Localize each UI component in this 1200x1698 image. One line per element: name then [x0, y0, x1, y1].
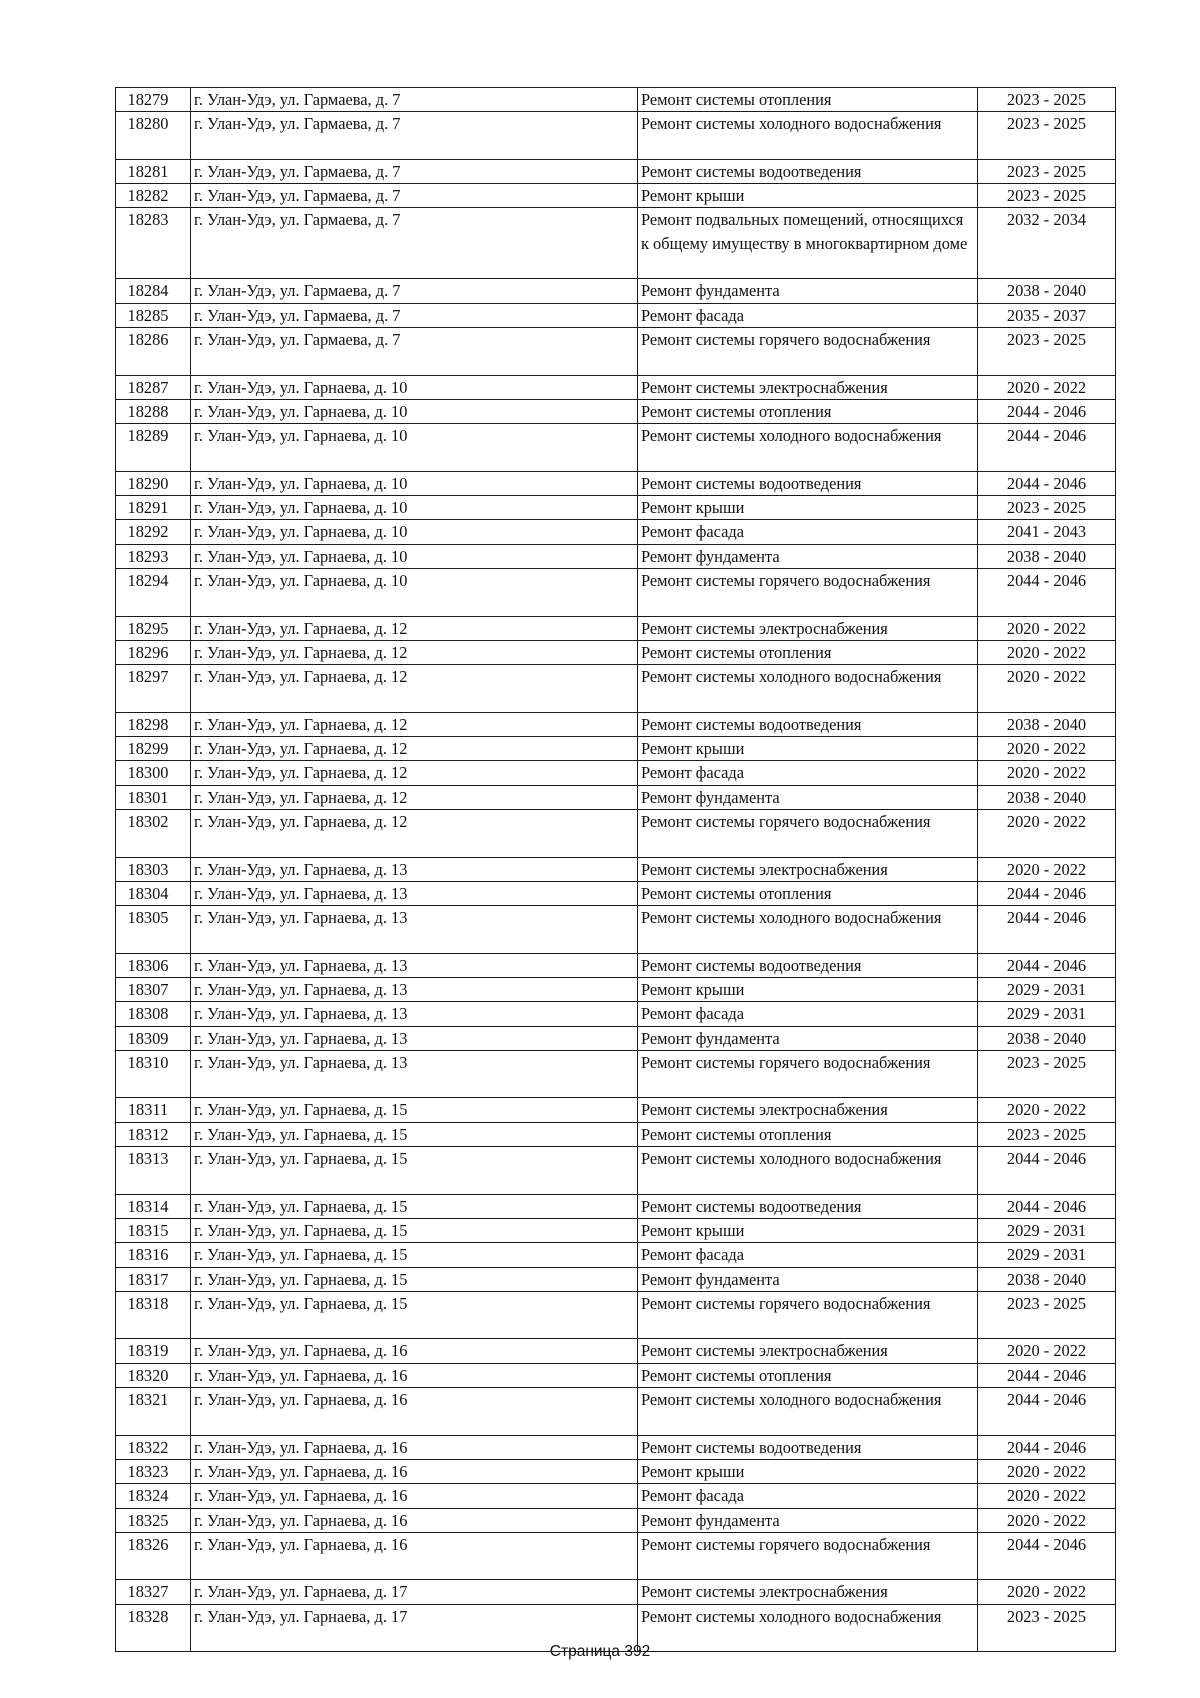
row-number-cell: 18312 — [116, 1122, 191, 1146]
period-cell: 2044 - 2046 — [978, 399, 1116, 423]
row-number-cell: 18291 — [116, 496, 191, 520]
period-cell: 2038 - 2040 — [978, 712, 1116, 736]
row-number-cell: 18320 — [116, 1363, 191, 1387]
row-number-cell: 18307 — [116, 977, 191, 1001]
work-type-cell: Ремонт фундамента — [638, 1508, 978, 1532]
row-number-cell: 18319 — [116, 1339, 191, 1363]
table-row — [116, 112, 1116, 160]
address-cell: г. Улан-Удэ, ул. Гарнаева, д. 10 — [191, 568, 638, 616]
row-number-cell: 18285 — [116, 303, 191, 327]
work-type-cell: Ремонт фасада — [638, 520, 978, 544]
period-cell: 2044 - 2046 — [978, 1532, 1116, 1580]
period-cell: 2044 - 2046 — [978, 906, 1116, 954]
table-row — [116, 1002, 1116, 1026]
period-cell: 2044 - 2046 — [978, 1363, 1116, 1387]
address-cell: г. Улан-Удэ, ул. Гармаева, д. 7 — [191, 208, 638, 279]
work-type-cell: Ремонт системы электроснабжения — [638, 1339, 978, 1363]
table-row — [116, 953, 1116, 977]
address-cell: г. Улан-Удэ, ул. Гарнаева, д. 10 — [191, 399, 638, 423]
period-cell: 2020 - 2022 — [978, 1580, 1116, 1604]
period-cell: 2041 - 2043 — [978, 520, 1116, 544]
address-cell: г. Улан-Удэ, ул. Гарнаева, д. 17 — [191, 1604, 638, 1652]
address-cell: г. Улан-Удэ, ул. Гарнаева, д. 10 — [191, 424, 638, 472]
row-number-cell: 18311 — [116, 1098, 191, 1122]
table-row — [116, 857, 1116, 881]
address-cell: г. Улан-Удэ, ул. Гарнаева, д. 13 — [191, 857, 638, 881]
period-cell: 2029 - 2031 — [978, 1218, 1116, 1242]
address-cell: г. Улан-Удэ, ул. Гарнаева, д. 16 — [191, 1532, 638, 1580]
address-cell: г. Улан-Удэ, ул. Гарнаева, д. 12 — [191, 761, 638, 785]
period-cell: 2038 - 2040 — [978, 1267, 1116, 1291]
address-cell: г. Улан-Удэ, ул. Гарнаева, д. 16 — [191, 1388, 638, 1436]
table-row — [116, 568, 1116, 616]
work-type-cell: Ремонт системы отопления — [638, 1122, 978, 1146]
address-cell: г. Улан-Удэ, ул. Гарнаева, д. 15 — [191, 1267, 638, 1291]
period-cell: 2023 - 2025 — [978, 1291, 1116, 1339]
table-row — [116, 520, 1116, 544]
row-number-cell: 18310 — [116, 1050, 191, 1098]
table-row — [116, 1243, 1116, 1267]
address-cell: г. Улан-Удэ, ул. Гарнаева, д. 16 — [191, 1339, 638, 1363]
row-number-cell: 18293 — [116, 544, 191, 568]
work-type-cell: Ремонт фундамента — [638, 1026, 978, 1050]
work-type-cell: Ремонт системы холодного водоснабжения — [638, 1147, 978, 1195]
period-cell: 2044 - 2046 — [978, 1147, 1116, 1195]
work-type-cell: Ремонт системы горячего водоснабжения — [638, 1050, 978, 1098]
address-cell: г. Улан-Удэ, ул. Гарнаева, д. 15 — [191, 1147, 638, 1195]
table-row — [116, 1291, 1116, 1339]
table-row — [116, 1484, 1116, 1508]
period-cell: 2032 - 2034 — [978, 208, 1116, 279]
row-number-cell: 18316 — [116, 1243, 191, 1267]
period-cell: 2023 - 2025 — [978, 327, 1116, 375]
period-cell: 2029 - 2031 — [978, 1243, 1116, 1267]
address-cell: г. Улан-Удэ, ул. Гарнаева, д. 16 — [191, 1484, 638, 1508]
period-cell: 2023 - 2025 — [978, 1604, 1116, 1652]
table-row — [116, 471, 1116, 495]
work-type-cell: Ремонт системы электроснабжения — [638, 375, 978, 399]
table-row — [116, 1098, 1116, 1122]
work-type-cell: Ремонт фасада — [638, 761, 978, 785]
period-cell: 2038 - 2040 — [978, 1026, 1116, 1050]
period-cell: 2020 - 2022 — [978, 857, 1116, 881]
period-cell: 2020 - 2022 — [978, 737, 1116, 761]
period-cell: 2038 - 2040 — [978, 279, 1116, 303]
work-type-cell: Ремонт системы холодного водоснабжения — [638, 1388, 978, 1436]
work-type-cell: Ремонт фасада — [638, 1243, 978, 1267]
table-row — [116, 1050, 1116, 1098]
row-number-cell: 18283 — [116, 208, 191, 279]
work-type-cell: Ремонт системы водоотведения — [638, 471, 978, 495]
address-cell: г. Улан-Удэ, ул. Гарнаева, д. 12 — [191, 712, 638, 736]
period-cell: 2020 - 2022 — [978, 665, 1116, 713]
address-cell: г. Улан-Удэ, ул. Гарнаева, д. 17 — [191, 1580, 638, 1604]
row-number-cell: 18315 — [116, 1218, 191, 1242]
row-number-cell: 18309 — [116, 1026, 191, 1050]
row-number-cell: 18295 — [116, 616, 191, 640]
work-type-cell: Ремонт крыши — [638, 1218, 978, 1242]
table-row — [116, 737, 1116, 761]
row-number-cell: 18284 — [116, 279, 191, 303]
row-number-cell: 18313 — [116, 1147, 191, 1195]
address-cell: г. Улан-Удэ, ул. Гарнаева, д. 12 — [191, 616, 638, 640]
work-type-cell: Ремонт системы электроснабжения — [638, 616, 978, 640]
row-number-cell: 18294 — [116, 568, 191, 616]
row-number-cell: 18326 — [116, 1532, 191, 1580]
table-row — [116, 640, 1116, 664]
address-cell: г. Улан-Удэ, ул. Гарнаева, д. 15 — [191, 1122, 638, 1146]
work-type-cell: Ремонт системы холодного водоснабжения — [638, 665, 978, 713]
row-number-cell: 18288 — [116, 399, 191, 423]
work-type-cell: Ремонт системы водоотведения — [638, 159, 978, 183]
address-cell: г. Улан-Удэ, ул. Гарнаева, д. 12 — [191, 640, 638, 664]
work-type-cell: Ремонт системы отопления — [638, 640, 978, 664]
work-type-cell: Ремонт фасада — [638, 303, 978, 327]
period-cell: 2044 - 2046 — [978, 881, 1116, 905]
period-cell: 2020 - 2022 — [978, 809, 1116, 857]
page-number: Страница 392 — [549, 1643, 651, 1660]
address-cell: г. Улан-Удэ, ул. Гарнаева, д. 13 — [191, 1050, 638, 1098]
address-cell: г. Улан-Удэ, ул. Гарнаева, д. 16 — [191, 1508, 638, 1532]
address-cell: г. Улан-Удэ, ул. Гарнаева, д. 13 — [191, 953, 638, 977]
row-number-cell: 18325 — [116, 1508, 191, 1532]
address-cell: г. Улан-Удэ, ул. Гарнаева, д. 10 — [191, 544, 638, 568]
address-cell: г. Улан-Удэ, ул. Гарнаева, д. 12 — [191, 809, 638, 857]
work-type-cell: Ремонт системы отопления — [638, 881, 978, 905]
table-row — [116, 1194, 1116, 1218]
table-row — [116, 712, 1116, 736]
row-number-cell: 18292 — [116, 520, 191, 544]
period-cell: 2023 - 2025 — [978, 496, 1116, 520]
address-cell: г. Улан-Удэ, ул. Гарнаева, д. 13 — [191, 881, 638, 905]
row-number-cell: 18290 — [116, 471, 191, 495]
row-number-cell: 18324 — [116, 1484, 191, 1508]
work-type-cell: Ремонт системы горячего водоснабжения — [638, 1291, 978, 1339]
row-number-cell: 18299 — [116, 737, 191, 761]
period-cell: 2020 - 2022 — [978, 761, 1116, 785]
table-row — [116, 1218, 1116, 1242]
table-row — [116, 785, 1116, 809]
work-type-cell: Ремонт крыши — [638, 737, 978, 761]
address-cell: г. Улан-Удэ, ул. Гармаева, д. 7 — [191, 279, 638, 303]
period-cell: 2023 - 2025 — [978, 159, 1116, 183]
row-number-cell: 18321 — [116, 1388, 191, 1436]
table-row — [116, 327, 1116, 375]
row-number-cell: 18296 — [116, 640, 191, 664]
work-type-cell: Ремонт системы горячего водоснабжения — [638, 809, 978, 857]
work-type-cell: Ремонт системы отопления — [638, 1363, 978, 1387]
table-row — [116, 977, 1116, 1001]
table-row — [116, 1580, 1116, 1604]
table-row — [116, 1459, 1116, 1483]
address-cell: г. Улан-Удэ, ул. Гарнаева, д. 10 — [191, 375, 638, 399]
table-row — [116, 1122, 1116, 1146]
period-cell: 2035 - 2037 — [978, 303, 1116, 327]
work-type-cell: Ремонт крыши — [638, 496, 978, 520]
period-cell: 2023 - 2025 — [978, 88, 1116, 112]
work-type-cell: Ремонт системы электроснабжения — [638, 1098, 978, 1122]
work-type-cell: Ремонт фасада — [638, 1484, 978, 1508]
table-row — [116, 159, 1116, 183]
address-cell: г. Улан-Удэ, ул. Гарнаева, д. 16 — [191, 1435, 638, 1459]
period-cell: 2044 - 2046 — [978, 424, 1116, 472]
table-row — [116, 184, 1116, 208]
address-cell: г. Улан-Удэ, ул. Гарнаева, д. 15 — [191, 1218, 638, 1242]
row-number-cell: 18280 — [116, 112, 191, 160]
row-number-cell: 18308 — [116, 1002, 191, 1026]
work-type-cell: Ремонт системы холодного водоснабжения — [638, 424, 978, 472]
table-row — [116, 1339, 1116, 1363]
table-row — [116, 1388, 1116, 1436]
row-number-cell: 18314 — [116, 1194, 191, 1218]
period-cell: 2023 - 2025 — [978, 184, 1116, 208]
work-type-cell: Ремонт системы отопления — [638, 399, 978, 423]
work-type-cell: Ремонт системы холодного водоснабжения — [638, 112, 978, 160]
address-cell: г. Улан-Удэ, ул. Гарнаева, д. 13 — [191, 1026, 638, 1050]
table-row — [116, 208, 1116, 279]
period-cell: 2044 - 2046 — [978, 1194, 1116, 1218]
table-row — [116, 1532, 1116, 1580]
period-cell: 2020 - 2022 — [978, 1484, 1116, 1508]
work-type-cell: Ремонт системы холодного водоснабжения — [638, 906, 978, 954]
work-type-cell: Ремонт системы горячего водоснабжения — [638, 327, 978, 375]
table-row — [116, 665, 1116, 713]
table-row — [116, 616, 1116, 640]
work-type-cell: Ремонт системы горячего водоснабжения — [638, 1532, 978, 1580]
period-cell: 2038 - 2040 — [978, 544, 1116, 568]
work-type-cell: Ремонт системы водоотведения — [638, 1194, 978, 1218]
work-type-cell: Ремонт системы водоотведения — [638, 1435, 978, 1459]
period-cell: 2038 - 2040 — [978, 785, 1116, 809]
period-cell: 2023 - 2025 — [978, 1050, 1116, 1098]
table-row — [116, 1147, 1116, 1195]
table-row — [116, 88, 1116, 112]
address-cell: г. Улан-Удэ, ул. Гарнаева, д. 13 — [191, 977, 638, 1001]
row-number-cell: 18282 — [116, 184, 191, 208]
row-number-cell: 18300 — [116, 761, 191, 785]
period-cell: 2020 - 2022 — [978, 1508, 1116, 1532]
period-cell: 2044 - 2046 — [978, 471, 1116, 495]
address-cell: г. Улан-Удэ, ул. Гарнаева, д. 12 — [191, 737, 638, 761]
period-cell: 2020 - 2022 — [978, 616, 1116, 640]
table-row — [116, 496, 1116, 520]
row-number-cell: 18301 — [116, 785, 191, 809]
period-cell: 2020 - 2022 — [978, 1459, 1116, 1483]
row-number-cell: 18298 — [116, 712, 191, 736]
work-type-cell: Ремонт системы водоотведения — [638, 953, 978, 977]
table-row — [116, 1267, 1116, 1291]
row-number-cell: 18306 — [116, 953, 191, 977]
table-row — [116, 906, 1116, 954]
address-cell: г. Улан-Удэ, ул. Гарнаева, д. 15 — [191, 1194, 638, 1218]
address-cell: г. Улан-Удэ, ул. Гармаева, д. 7 — [191, 303, 638, 327]
period-cell: 2029 - 2031 — [978, 977, 1116, 1001]
table-row — [116, 1435, 1116, 1459]
work-type-cell: Ремонт системы электроснабжения — [638, 1580, 978, 1604]
period-cell: 2020 - 2022 — [978, 1098, 1116, 1122]
address-cell: г. Улан-Удэ, ул. Гарнаева, д. 15 — [191, 1243, 638, 1267]
address-cell: г. Улан-Удэ, ул. Гарнаева, д. 10 — [191, 471, 638, 495]
address-cell: г. Улан-Удэ, ул. Гармаева, д. 7 — [191, 327, 638, 375]
period-cell: 2020 - 2022 — [978, 1339, 1116, 1363]
address-cell: г. Улан-Удэ, ул. Гарнаева, д. 15 — [191, 1098, 638, 1122]
table-row — [116, 761, 1116, 785]
row-number-cell: 18302 — [116, 809, 191, 857]
work-type-cell: Ремонт подвальных помещений, относящихся к общему имуществу в многоквартирном доме — [638, 208, 978, 279]
row-number-cell: 18286 — [116, 327, 191, 375]
row-number-cell: 18287 — [116, 375, 191, 399]
address-cell: г. Улан-Удэ, ул. Гармаева, д. 7 — [191, 184, 638, 208]
table-row — [116, 1026, 1116, 1050]
table-row — [116, 881, 1116, 905]
period-cell: 2044 - 2046 — [978, 1388, 1116, 1436]
row-number-cell: 18289 — [116, 424, 191, 472]
work-type-cell: Ремонт фундамента — [638, 544, 978, 568]
table-row — [116, 375, 1116, 399]
table-row — [116, 1508, 1116, 1532]
address-cell: г. Улан-Удэ, ул. Гармаева, д. 7 — [191, 112, 638, 160]
row-number-cell: 18297 — [116, 665, 191, 713]
row-number-cell: 18304 — [116, 881, 191, 905]
address-cell: г. Улан-Удэ, ул. Гарнаева, д. 12 — [191, 785, 638, 809]
address-cell: г. Улан-Удэ, ул. Гарнаева, д. 15 — [191, 1291, 638, 1339]
table-row — [116, 399, 1116, 423]
row-number-cell: 18322 — [116, 1435, 191, 1459]
work-type-cell: Ремонт фасада — [638, 1002, 978, 1026]
work-type-cell: Ремонт крыши — [638, 184, 978, 208]
row-number-cell: 18318 — [116, 1291, 191, 1339]
address-cell: г. Улан-Удэ, ул. Гарнаева, д. 13 — [191, 906, 638, 954]
row-number-cell: 18327 — [116, 1580, 191, 1604]
work-type-cell: Ремонт системы водоотведения — [638, 712, 978, 736]
address-cell: г. Улан-Удэ, ул. Гарнаева, д. 12 — [191, 665, 638, 713]
row-number-cell: 18279 — [116, 88, 191, 112]
period-cell: 2023 - 2025 — [978, 112, 1116, 160]
address-cell: г. Улан-Удэ, ул. Гарнаева, д. 10 — [191, 496, 638, 520]
work-type-cell: Ремонт фундамента — [638, 785, 978, 809]
row-number-cell: 18281 — [116, 159, 191, 183]
period-cell: 2029 - 2031 — [978, 1002, 1116, 1026]
period-cell: 2044 - 2046 — [978, 953, 1116, 977]
address-cell: г. Улан-Удэ, ул. Гарнаева, д. 13 — [191, 1002, 638, 1026]
period-cell: 2023 - 2025 — [978, 1122, 1116, 1146]
period-cell: 2044 - 2046 — [978, 568, 1116, 616]
address-cell: г. Улан-Удэ, ул. Гарнаева, д. 16 — [191, 1459, 638, 1483]
row-number-cell: 18328 — [116, 1604, 191, 1652]
row-number-cell: 18323 — [116, 1459, 191, 1483]
period-cell: 2020 - 2022 — [978, 640, 1116, 664]
address-cell: г. Улан-Удэ, ул. Гармаева, д. 7 — [191, 88, 638, 112]
work-type-cell: Ремонт крыши — [638, 977, 978, 1001]
repair-schedule-table — [115, 87, 1116, 1652]
work-type-cell: Ремонт системы электроснабжения — [638, 857, 978, 881]
row-number-cell: 18303 — [116, 857, 191, 881]
work-type-cell: Ремонт системы горячего водоснабжения — [638, 568, 978, 616]
table-row — [116, 1363, 1116, 1387]
row-number-cell: 18317 — [116, 1267, 191, 1291]
work-type-cell: Ремонт крыши — [638, 1459, 978, 1483]
address-cell: г. Улан-Удэ, ул. Гарнаева, д. 16 — [191, 1363, 638, 1387]
row-number-cell: 18305 — [116, 906, 191, 954]
table-row — [116, 303, 1116, 327]
work-type-cell: Ремонт системы холодного водоснабжения — [638, 1604, 978, 1652]
period-cell: 2020 - 2022 — [978, 375, 1116, 399]
table-row — [116, 424, 1116, 472]
address-cell: г. Улан-Удэ, ул. Гармаева, д. 7 — [191, 159, 638, 183]
period-cell: 2044 - 2046 — [978, 1435, 1116, 1459]
work-type-cell: Ремонт системы отопления — [638, 88, 978, 112]
address-cell: г. Улан-Удэ, ул. Гарнаева, д. 10 — [191, 520, 638, 544]
table-row — [116, 279, 1116, 303]
table-row — [116, 544, 1116, 568]
table-row — [116, 809, 1116, 857]
work-type-cell: Ремонт фундамента — [638, 279, 978, 303]
work-type-cell: Ремонт фундамента — [638, 1267, 978, 1291]
